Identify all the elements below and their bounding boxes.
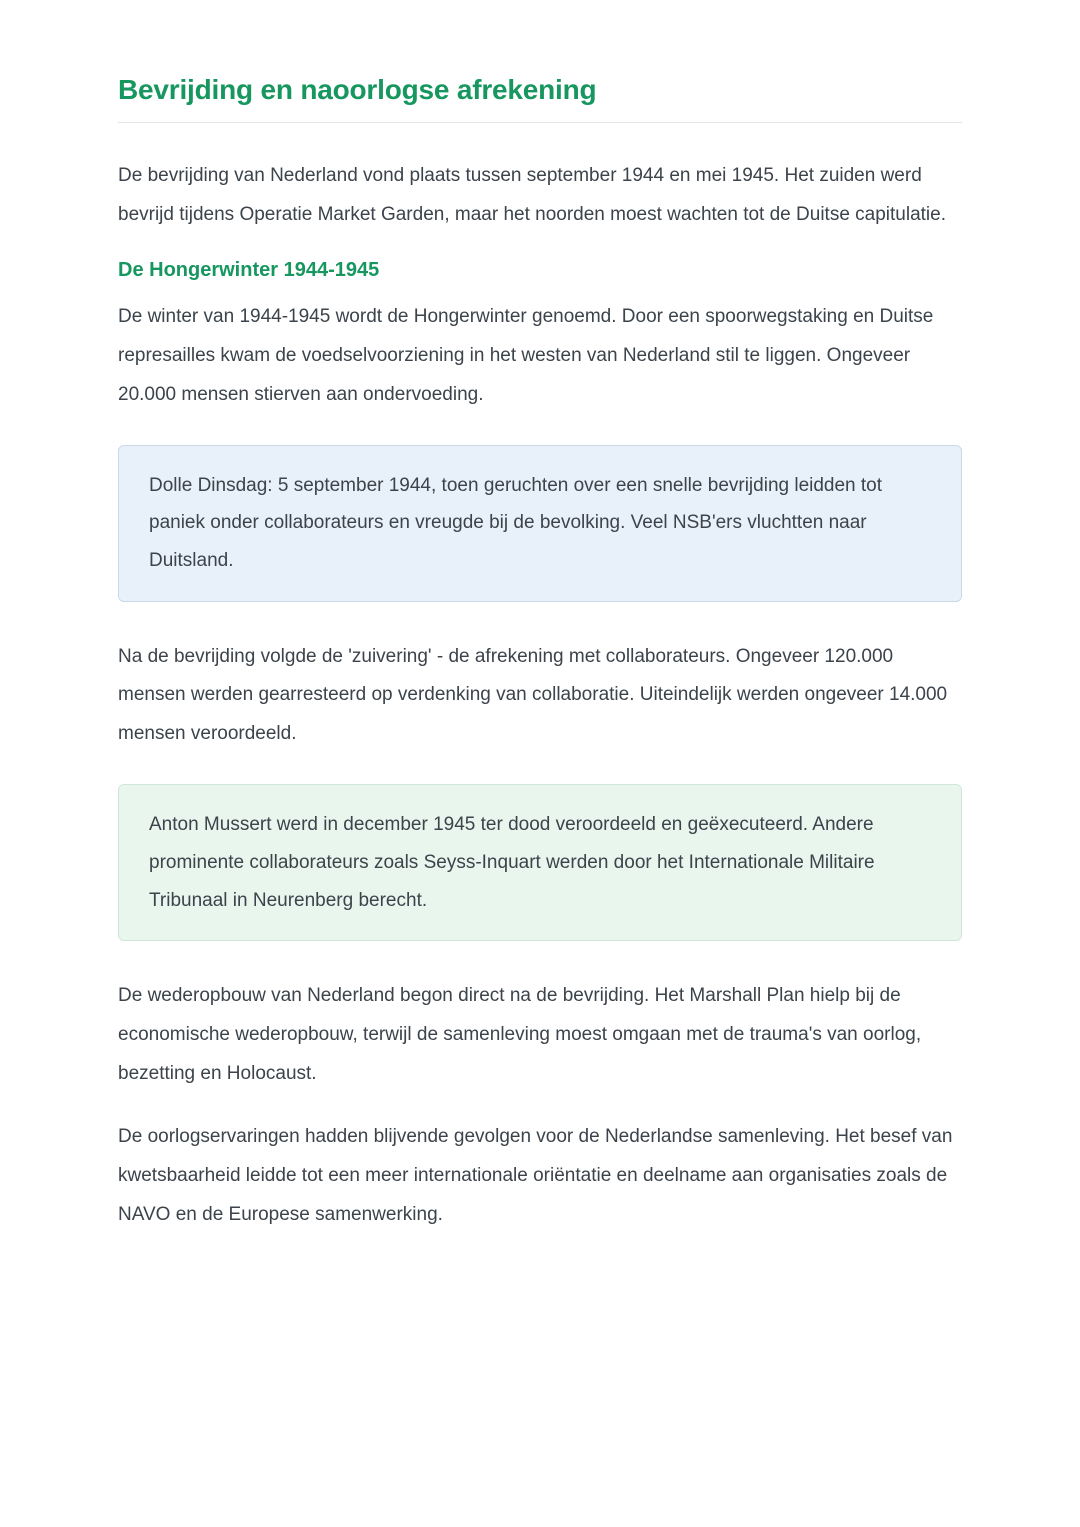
paragraph-zuivering: Na de bevrijding volgde de 'zuivering' - de afrekening met collaborateurs. Ongeveer 120.000 mensen werden gearresteerd op verdenking van collaboratie. Uiteindelijk werden ongeveer 14.000 mensen veroordeeld. — [118, 645, 948, 745]
document-content — [118, 0, 962, 1235]
paragraph-intro: De bevrijding van Nederland vond plaats tussen september 1944 en mei 1945. Het zuiden werd bevrijd tijdens Operatie Market Garden, maar het noorden moest wachten tot de Duitse capitulatie. — [118, 165, 946, 225]
title-divider — [118, 122, 962, 123]
subheading-hongerwinter: De Hongerwinter 1944-1945 — [118, 258, 380, 281]
paragraph-gevolgen: De oorlogservaringen hadden blijvende gevolgen voor de Nederlandse samenleving. Het besef van kwetsbaarheid leidde tot een meer internationale oriëntatie en deelname aan organisaties zoals de NAVO en de Europese samenwerking. — [118, 1125, 953, 1225]
callout-mussert — [118, 784, 962, 941]
callout-dolle-dinsdag — [118, 445, 962, 602]
paragraph-wederopbouw: De wederopbouw van Nederland begon direct na de bevrijding. Het Marshall Plan hielp bij de economische wederopbouw, terwijl de samenleving moest omgaan met de trauma's van oorlog, bezetting en Holocaust. — [118, 985, 922, 1085]
page-title: Bevrijding en naoorlogse afrekening — [118, 74, 597, 105]
callout-mussert-text: Anton Mussert werd in december 1945 ter dood veroordeeld en geëxecuteerd. Andere prominente collaborateurs zoals Seyss-Inquart werden door het Internationale Militaire Tribunaal in Neurenberg berecht. — [149, 814, 875, 911]
paragraph-hongerwinter: De winter van 1944-1945 wordt de Hongerwinter genoemd. Door een spoorwegstaking en Duitse represailles kwam de voedselvoorziening in het westen van Nederland stil te liggen. Ongeveer 20.000 mensen stierven aan ondervoeding. — [118, 305, 934, 405]
callout-dolle-dinsdag-text: Dolle Dinsdag: 5 september 1944, toen geruchten over een snelle bevrijding leidden tot paniek onder collaborateurs en vreugde bij de bevolking. Veel NSB'ers vluchtten naar Duitsland. — [149, 474, 883, 571]
